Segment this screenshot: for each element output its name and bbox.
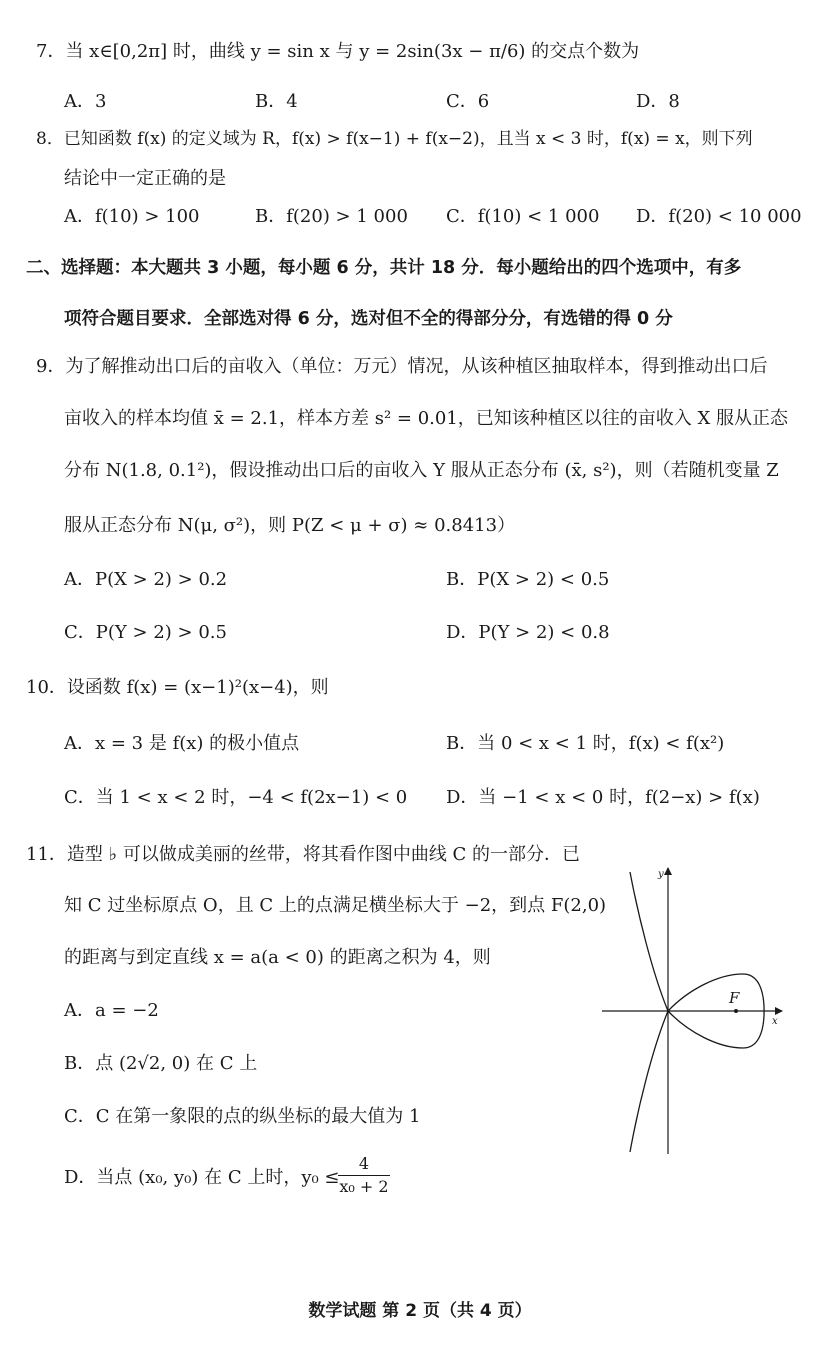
section-2-heading-line-1: 二、选择题：本大题共 3 小题，每小题 6 分，共计 18 分．每小题给出的四个选项中，有多 [26, 258, 742, 278]
question-11-option-d-prefix: D．当点 (x₀, y₀) 在 C 上时，y₀ ≤ [64, 1167, 340, 1188]
question-9-option-d: D．P(Y > 2) < 0.8 [446, 622, 610, 643]
question-11-option-d-fraction [338, 1156, 390, 1195]
question-7-option-d: D．8 [636, 91, 680, 112]
question-9-line-2: 亩收入的样本均值 x̄ = 2.1，样本方差 s² = 0.01，已知该种植区以往的亩收入 X 服从正态 [64, 408, 789, 429]
question-9-option-b: B．P(X > 2) < 0.5 [446, 569, 610, 590]
question-10-stem: 10．设函数 f(x) = (x−1)²(x−4)，则 [26, 677, 329, 698]
question-11-option-c: C．C 在第一象限的点的纵坐标的最大值为 1 [64, 1106, 421, 1127]
question-10-option-d: D．当 −1 < x < 0 时，f(2−x) > f(x) [446, 787, 760, 808]
fraction-numerator: 4 [358, 1154, 370, 1173]
focus-point [734, 1009, 738, 1013]
curve-c-left-branch [630, 872, 668, 1152]
question-7-option-c: C．6 [446, 91, 490, 112]
question-9-line-1: 9．为了解推动出口后的亩收入（单位：万元）情况，从该种植区抽取样本，得到推动出口后 [36, 356, 768, 377]
focus-label: F [729, 989, 740, 1007]
question-7-stem: 7．当 x∈[0,2π] 时，曲线 y = sin x 与 y = 2sin(3x − π/6) 的交点个数为 [36, 41, 640, 62]
question-11-option-b: B．点 (2√2, 0) 在 C 上 [64, 1053, 258, 1074]
question-8-option-a: A．f(10) > 100 [64, 206, 200, 227]
question-11-line-3: 的距离与到定直线 x = a(a < 0) 的距离之积为 4，则 [64, 947, 491, 968]
question-11-option-a: A．a = −2 [64, 1000, 159, 1021]
question-8-line-1: 8．已知函数 f(x) 的定义域为 R，f(x) > f(x−1) + f(x−2)，且当 x < 3 时，f(x) = x，则下列 [36, 129, 753, 149]
question-11-line-2: 知 C 过坐标原点 O，且 C 上的点满足横坐标大于 −2，到点 F(2,0) [64, 895, 607, 916]
question-8-line-2: 结论中一定正确的是 [64, 168, 226, 189]
section-2-heading-line-2: 项符合题目要求．全部选对得 6 分，选对但不全的得部分分，有选错的得 0 分 [64, 309, 673, 329]
question-8-option-d: D．f(20) < 10 000 [636, 206, 802, 227]
question-8-option-b: B．f(20) > 1 000 [255, 206, 408, 227]
question-7-option-a: A．3 [64, 91, 107, 112]
curve-c-figure [598, 862, 790, 1162]
question-9-option-a: A．P(X > 2) > 0.2 [64, 569, 228, 590]
fraction-denominator: x₀ + 2 [339, 1177, 389, 1196]
question-10-option-a: A．x = 3 是 f(x) 的极小值点 [64, 733, 300, 754]
question-9-line-4: 服从正态分布 N(μ, σ²)，则 P(Z < μ + σ) ≈ 0.8413） [64, 515, 516, 536]
question-9-option-c: C．P(Y > 2) > 0.5 [64, 622, 227, 643]
question-11-line-1: 11．造型 ♭ 可以做成美丽的丝带，将其看作图中曲线 C 的一部分．已 [26, 844, 581, 865]
page-footer: 数学试题 第 2 页（共 4 页） [308, 1301, 532, 1321]
question-7-option-b: B．4 [255, 91, 298, 112]
question-9-line-3: 分布 N(1.8, 0.1²)，假设推动出口后的亩收入 Y 服从正态分布 (x̄, s²)，则（若随机变量 Z [64, 460, 779, 481]
question-8-option-c: C．f(10) < 1 000 [446, 206, 600, 227]
y-axis-label: y [658, 869, 664, 880]
x-axis-label: x [772, 1016, 778, 1027]
question-10-option-b: B．当 0 < x < 1 时，f(x) < f(x²) [446, 733, 725, 754]
question-10-option-c: C．当 1 < x < 2 时，−4 < f(2x−1) < 0 [64, 787, 408, 808]
